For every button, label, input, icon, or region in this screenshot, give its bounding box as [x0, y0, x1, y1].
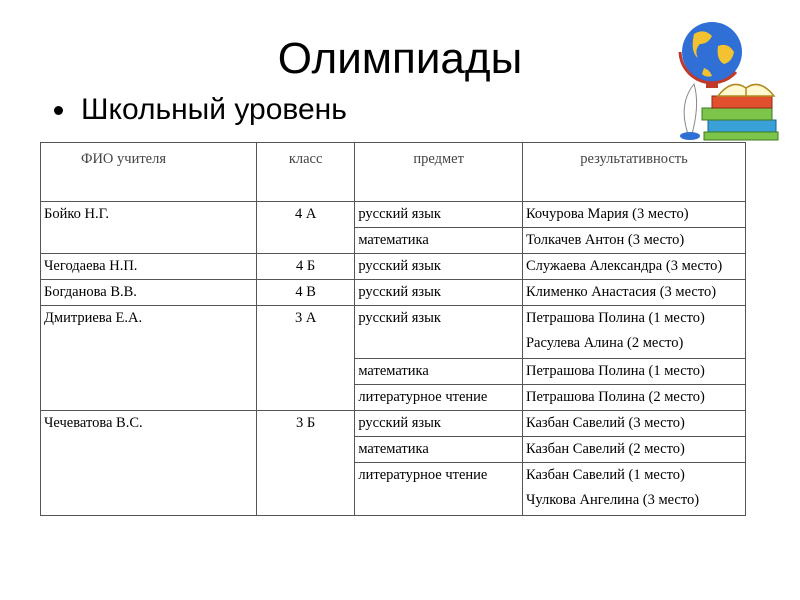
olympiad-results-table [40, 142, 746, 516]
class-cell: 3 Б [256, 411, 354, 516]
subject-cell: русский язык [355, 411, 523, 437]
result-cell: Петрашова Полина (2 место) [522, 385, 745, 411]
subject-cell: русский язык [355, 306, 523, 359]
table-row [41, 411, 746, 437]
result-line: Расулева Алина (2 место) [525, 335, 684, 351]
table-row [41, 254, 746, 280]
bullet-item [54, 90, 347, 130]
teacher-name-cell: Богданова В.В. [41, 280, 257, 306]
teacher-name-cell: Чегодаева Н.П. [41, 254, 257, 280]
bullet-icon [54, 106, 63, 115]
result-cell: Клименко Анастасия (3 место) [522, 280, 745, 306]
subject-cell: литературное чтение [355, 463, 523, 516]
header-subject: предмет [355, 143, 523, 202]
class-cell: 3 А [256, 306, 354, 411]
result-cell [522, 463, 745, 516]
result-cell: Служаева Александра (3 место) [522, 254, 745, 280]
result-line: Чулкова Ангелина (3 место) [525, 492, 700, 508]
result-line: Петрашова Полина (1 место) [525, 310, 705, 326]
table-row [41, 306, 746, 359]
subject-cell: математика [355, 437, 523, 463]
subject-cell: русский язык [355, 280, 523, 306]
table-row [41, 202, 746, 228]
teacher-name-cell: Бойко Н.Г. [41, 202, 257, 254]
result-cell: Казбан Савелий (3 место) [522, 411, 745, 437]
bullet-text: Школьный уровень [81, 93, 347, 126]
result-line: Казбан Савелий (1 место) [525, 467, 685, 483]
result-cell: Казбан Савелий (2 место) [522, 437, 745, 463]
subject-cell: математика [355, 228, 523, 254]
globe-books-clipart-icon [668, 16, 780, 146]
table-header-row [41, 143, 746, 202]
teacher-name-cell: Чечеватова В.С. [41, 411, 257, 516]
subject-cell: русский язык [355, 202, 523, 228]
class-cell: 4 В [256, 280, 354, 306]
teacher-name-cell: Дмитриева Е.А. [41, 306, 257, 411]
header-teacher: ФИО учителя [41, 143, 257, 202]
header-class: класс [256, 143, 354, 202]
result-cell: Кочурова Мария (3 место) [522, 202, 745, 228]
class-cell: 4 Б [256, 254, 354, 280]
result-cell: Толкачев Антон (3 место) [522, 228, 745, 254]
header-results: результативность [522, 143, 745, 202]
subject-cell: русский язык [355, 254, 523, 280]
class-cell: 4 А [256, 202, 354, 254]
result-cell [522, 306, 745, 359]
table-row [41, 280, 746, 306]
subject-cell: математика [355, 359, 523, 385]
result-cell: Петрашова Полина (1 место) [522, 359, 745, 385]
subject-cell: литературное чтение [355, 385, 523, 411]
slide-title: Олимпиады [277, 34, 523, 83]
